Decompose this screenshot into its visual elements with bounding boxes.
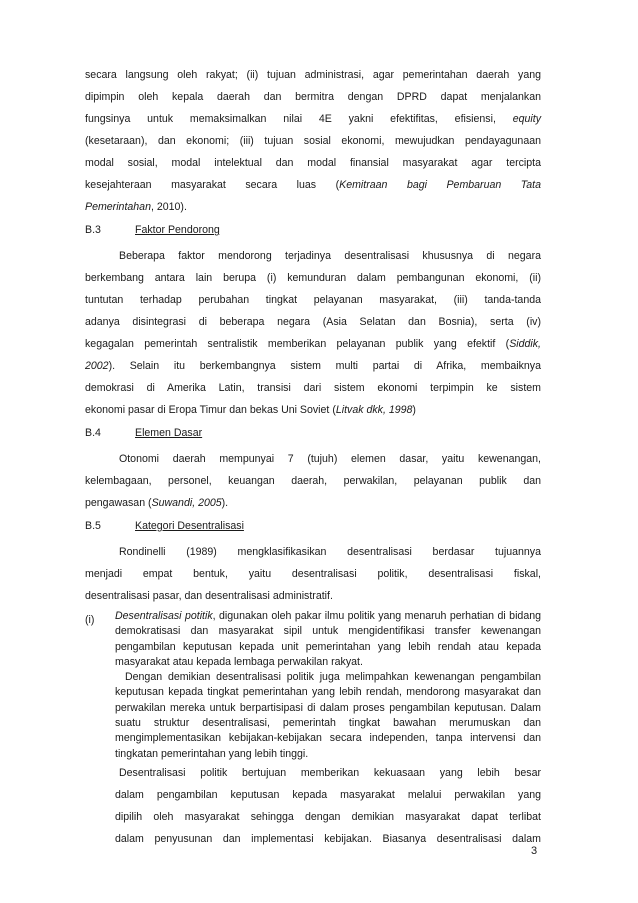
page-number: 3 bbox=[531, 845, 538, 857]
text-line: 2002). Selain itu berkembangnya sistem multi partai di Afrika, membaiknya bbox=[85, 360, 541, 372]
section-heading-b4 bbox=[85, 422, 541, 444]
text-line: Beberapa faktor mendorong terjadinya desentralisasi khususnya di negara bbox=[119, 250, 541, 262]
section-number: B.5 bbox=[85, 520, 101, 532]
section-number: B.4 bbox=[85, 427, 101, 439]
text-line: dalam penyusunan dan implementasi kebijakan. Biasanya desentralisasi dalam bbox=[115, 832, 541, 845]
list-item-body bbox=[115, 609, 541, 762]
intro-paragraph bbox=[85, 64, 541, 218]
text-line: dalam pengambilan keputusan kepada masyarakat melalui perwakilan yang bbox=[115, 788, 541, 801]
text-line: (kesetaraan), dan ekonomi; (iii) tujuan sosial ekonomi, mewujudkan pendayagunaan bbox=[85, 135, 541, 147]
text-line: Desentralisasi politik bertujuan memberikan kekuasaan yang lebih besar bbox=[119, 766, 541, 779]
section-title: Faktor Pendorong bbox=[135, 224, 220, 236]
text-line: kegagalan pemerintah sentralistik memberikan pelayanan publik yang efektif (Siddik, bbox=[85, 338, 541, 350]
section-b4-paragraph bbox=[85, 448, 541, 514]
section-heading-b3 bbox=[85, 219, 541, 241]
text-line: tuntutan terhadap perubahan tingkat pelayanan masyarakat, (iii) tanda-tanda bbox=[85, 294, 541, 306]
text-line: fungsinya untuk memaksimalkan nilai 4E yakni efektifitas, efisiensi, equity bbox=[85, 113, 541, 125]
text-line: modal sosial, modal intelektual dan modal finansial masyarakat agar tercipta bbox=[85, 157, 541, 169]
list-marker: (i) bbox=[85, 614, 95, 626]
list-item-continuation bbox=[115, 762, 541, 850]
section-b5-paragraph bbox=[85, 541, 541, 607]
list-paragraph: Desentralisasi potitik, digunakan oleh pakar ilmu politik yang menaruh perhatian di bidang demokratisasi dan masyarakat sipil untuk mengidentifikasi transfer kewenangan pengambilan keputusan kepada unit pemerintahan yang lebih rendah atau kepada masyarakat atau kepada lembaga perwakilan rakyat. bbox=[115, 610, 541, 668]
text-line: Rondinelli (1989) mengklasifikasikan desentralisasi berdasar tujuannya bbox=[119, 546, 541, 558]
text-line: adanya disintegrasi di beberapa negara (Asia Selatan dan Bosnia), serta (iv) bbox=[85, 316, 541, 328]
text-line: desentralisasi pasar, dan desentralisasi administratif. bbox=[85, 590, 333, 602]
text-line: berkembang antara lain berupa (i) kemunduran dalam pembangunan ekonomi, (ii) bbox=[85, 272, 541, 284]
text-line: Pemerintahan, 2010). bbox=[85, 201, 187, 213]
section-number: B.3 bbox=[85, 224, 101, 236]
section-b3-paragraph bbox=[85, 245, 541, 421]
text-line: demokrasi di Amerika Latin, transisi dari sistem ekonomi terpimpin ke sistem bbox=[85, 382, 541, 394]
list-item-political-decentralization bbox=[85, 609, 541, 762]
list-paragraph: Dengan demikian desentralisasi politik juga melimpahkan kewenangan pengambilan keputusan kepada tingkat pemerintahan yang lebih rendah, mendorong masyarakat dan perwakilan mereka untuk berpartisipasi di dalam proses pengambilan keputusan. Dalam suatu struktur desentralisasi, pemerintah tingkat bawahan merumuskan dan mengimplementasikan kebijakan-kebijakan secara independen, tanpa intervensi dan tingkatan pemerintahan yang lebih tinggi. bbox=[115, 671, 541, 760]
document-body bbox=[85, 64, 541, 850]
text-line: dipimpin oleh kepala daerah dan bermitra dengan DPRD dapat menjalankan bbox=[85, 91, 541, 103]
section-title: Elemen Dasar bbox=[135, 427, 203, 439]
text-line: kesejahteraan masyarakat secara luas (Kemitraan bagi Pembaruan Tata bbox=[85, 179, 541, 191]
section-heading-b5 bbox=[85, 515, 541, 537]
text-line: kelembagaan, personel, keuangan daerah, perwakilan, pelayanan publik dan bbox=[85, 475, 541, 487]
text-line: dipilih oleh masyarakat sehingga dengan demikian masyarakat dapat terlibat bbox=[115, 810, 541, 823]
section-title: Kategori Desentralisasi bbox=[135, 520, 244, 532]
text-line: Otonomi daerah mempunyai 7 (tujuh) elemen dasar, yaitu kewenangan, bbox=[119, 453, 541, 465]
text-line: menjadi empat bentuk, yaitu desentralisasi politik, desentralisasi fiskal, bbox=[85, 568, 541, 580]
text-line: pengawasan (Suwandi, 2005). bbox=[85, 497, 229, 509]
text-line: secara langsung oleh rakyat; (ii) tujuan administrasi, agar pemerintahan daerah yang bbox=[85, 69, 541, 81]
text-line: ekonomi pasar di Eropa Timur dan bekas Uni Soviet (Litvak dkk, 1998) bbox=[85, 404, 416, 416]
